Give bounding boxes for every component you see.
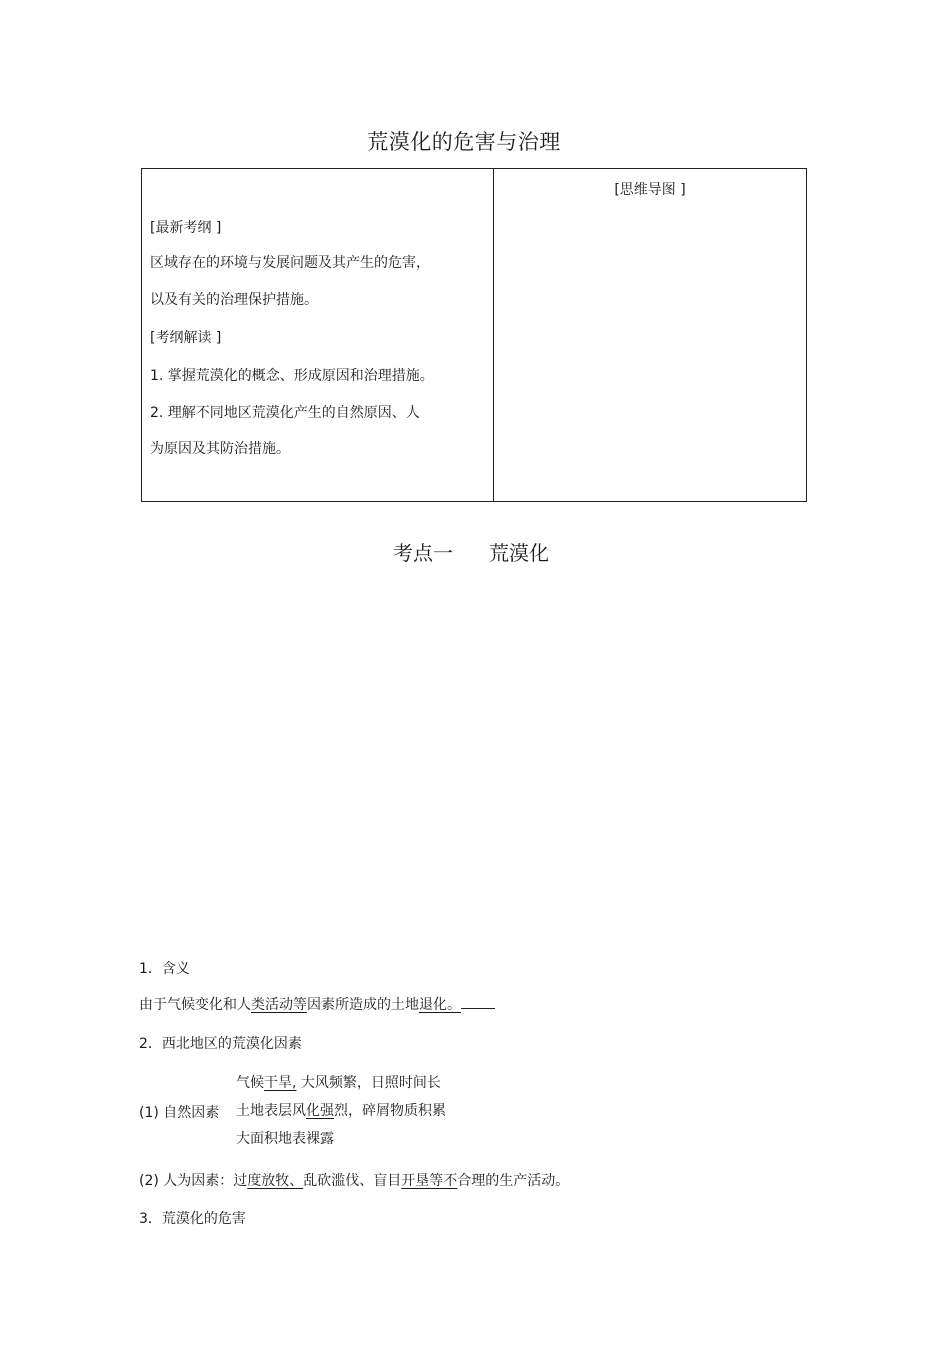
natural-factor-2: 土地表层风化强烈，碎屑物质积累 — [236, 1103, 446, 1119]
human-factors: (2) 人为因素：过度放牧、乱砍滥伐、盲目开垦等不合理的生产活动。 — [139, 1173, 570, 1189]
heading-hazards: 3．荒漠化的危害 — [139, 1211, 246, 1227]
mind-map-heading: [思维导图 ] — [614, 182, 686, 198]
interpretation-item-2b: 为原因及其防治措施。 — [150, 441, 290, 457]
underlined-term: 度放牧、 — [247, 1173, 304, 1189]
syllabus-line-2: 以及有关的治理保护措施。 — [150, 292, 318, 308]
interpretation-item-2a: 2. 理解不同地区荒漠化产生的自然原因、人 — [150, 405, 420, 421]
natural-factors-label: (1) 自然因素 — [139, 1105, 220, 1121]
interpretation-item-1: 1. 掌握荒漠化的概念、形成原因和治理措施。 — [150, 368, 434, 384]
section-topic: 荒漠化 — [489, 541, 549, 565]
blank-line — [461, 996, 495, 1009]
latest-syllabus-heading: [最新考纲 ] — [150, 220, 222, 236]
syllabus-line-1: 区域存在的环境与发展问题及其产生的危害， — [150, 255, 430, 271]
natural-factor-1: 气候干旱, 大风频繁，日照时间长 — [236, 1075, 441, 1091]
underlined-term: 类活动等 — [251, 997, 307, 1013]
table-divider — [493, 169, 494, 501]
underlined-term: 化强 — [306, 1103, 334, 1119]
definition-text: 由于气候变化和人类活动等因素所造成的土地退化。 — [139, 994, 495, 1014]
syllabus-table — [141, 168, 807, 502]
natural-factor-3: 大面积地表裸露 — [236, 1131, 334, 1147]
heading-factors: 2．西北地区的荒漠化因素 — [139, 1036, 302, 1052]
underlined-term: 干旱, — [264, 1075, 297, 1091]
section-title — [0, 537, 942, 566]
page-title: 荒漠化的危害与治理 — [367, 130, 561, 154]
interpretation-heading: [考纲解读 ] — [150, 330, 222, 346]
underlined-term: 开垦等不 — [401, 1173, 458, 1189]
section-number: 考点一 — [393, 541, 453, 565]
heading-meaning: 1．含义 — [139, 961, 190, 977]
underlined-term: 退化。 — [419, 997, 461, 1013]
